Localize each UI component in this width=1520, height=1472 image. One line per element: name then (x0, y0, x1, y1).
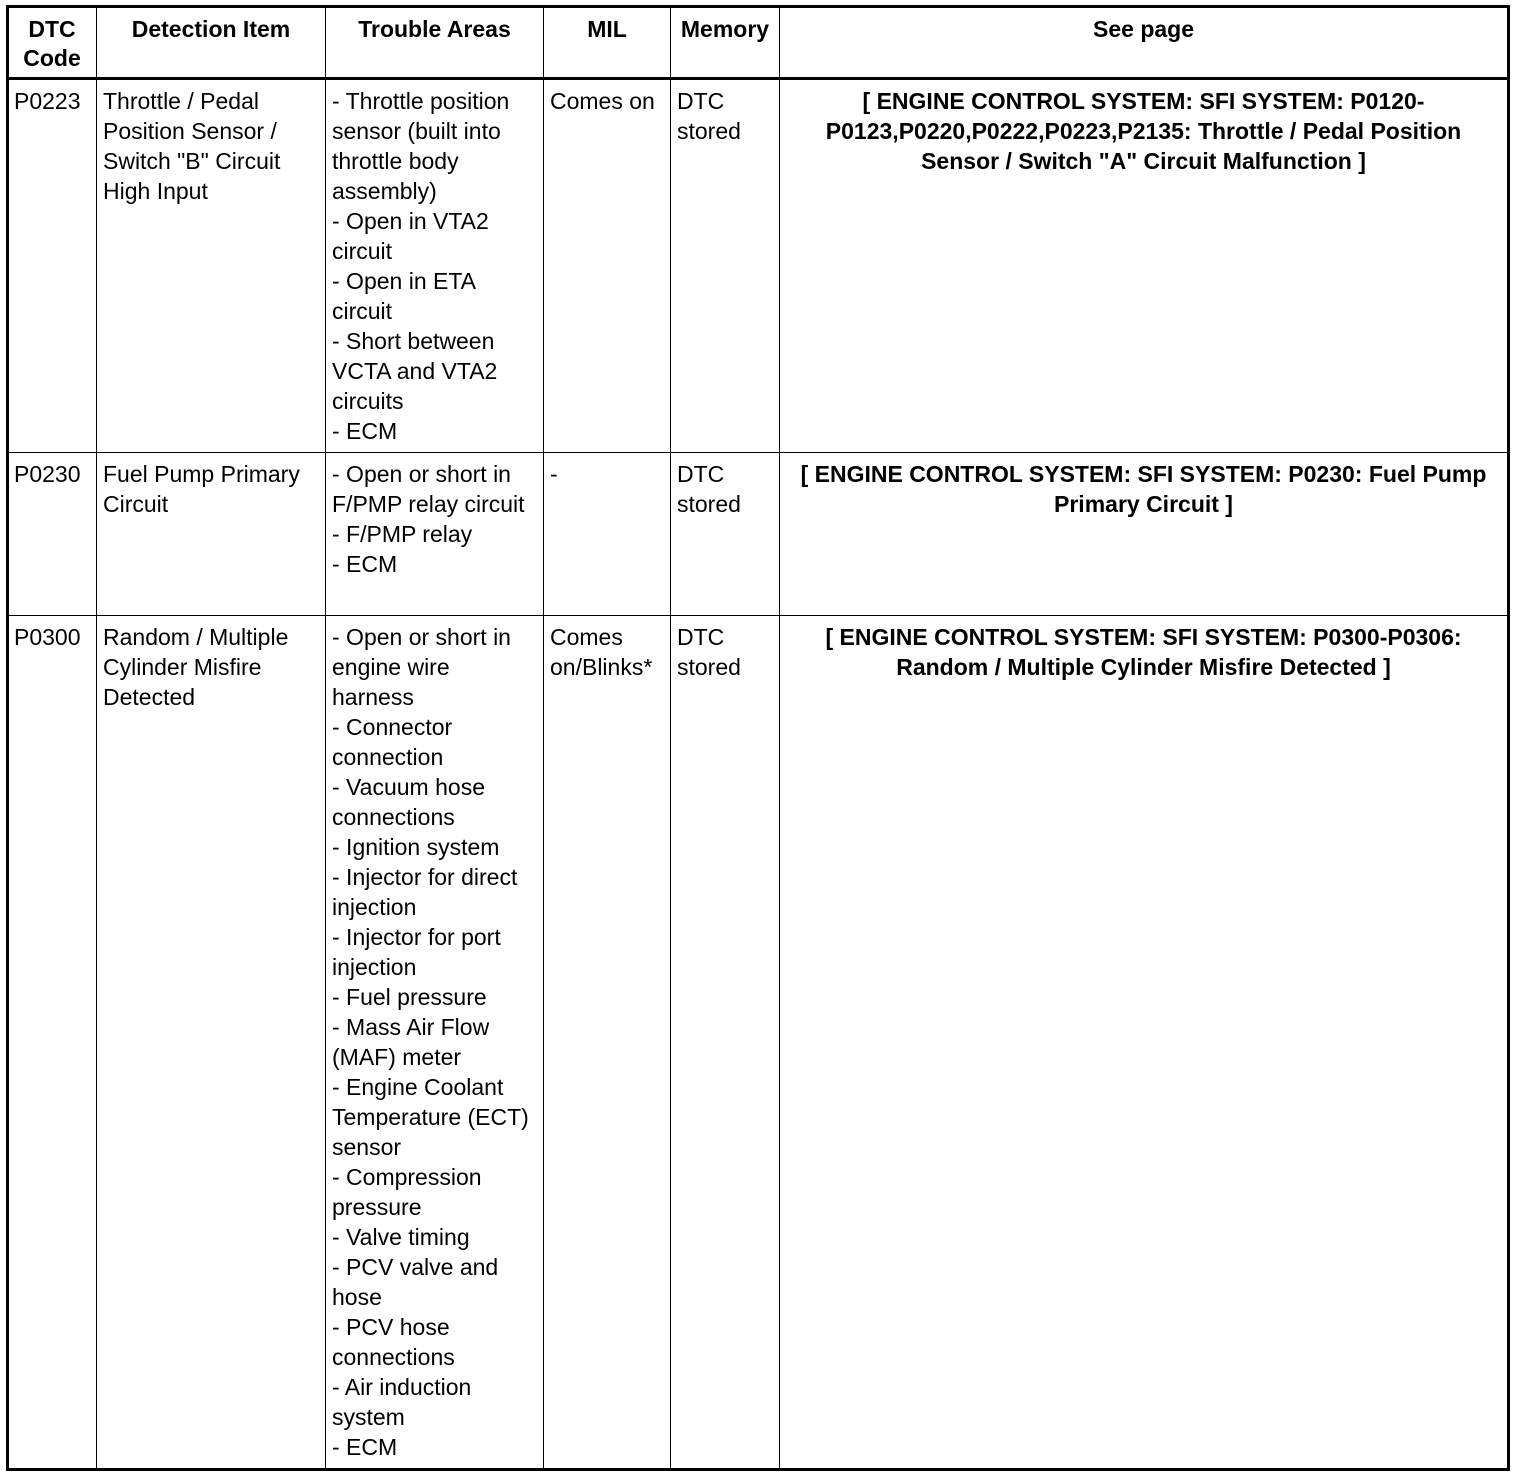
see-page-link[interactable]: [ ENGINE CONTROL SYSTEM: SFI SYSTEM: P0120-P0123,P0220,P0222,P0223,P2135: Throttle / Pedal Position Sensor / Switch "A" Circuit Malfunction ] (780, 79, 1508, 453)
trouble-area-item: - Short between VCTA and VTA2 circuits (332, 328, 498, 414)
trouble-area-item: - Vacuum hose connections (332, 774, 485, 830)
trouble-area-item: - Open or short in engine wire harness (332, 624, 511, 710)
trouble-area-item: - Engine Coolant Temperature (ECT) sensor (332, 1074, 529, 1160)
memory-cell: DTC stored (671, 616, 780, 1469)
table-header-row (8, 7, 1508, 79)
mil-cell: - (544, 453, 671, 616)
trouble-area-item: - ECM (332, 551, 398, 577)
header-dtc-code-line2: Code (23, 45, 81, 71)
header-detection-item: Detection Item (97, 7, 326, 79)
header-trouble-areas: Trouble Areas (326, 7, 544, 79)
trouble-area-item: - Connector connection (332, 714, 453, 770)
memory-cell: DTC stored (671, 79, 780, 453)
detection-item-cell: Random / Multiple Cylinder Misfire Detected (97, 616, 326, 1469)
table-row (8, 453, 1508, 616)
trouble-area-item: - PCV hose connections (332, 1314, 455, 1370)
trouble-area-item: - Open in VTA2 circuit (332, 208, 489, 264)
header-memory: Memory (671, 7, 780, 79)
dtc-code-cell: P0230 (8, 453, 97, 616)
header-mil: MIL (544, 7, 671, 79)
see-page-link[interactable]: [ ENGINE CONTROL SYSTEM: SFI SYSTEM: P0230: Fuel Pump Primary Circuit ] (780, 453, 1508, 616)
trouble-area-item: - Mass Air Flow (MAF) meter (332, 1014, 490, 1070)
trouble-area-item: - Valve timing (332, 1224, 470, 1250)
header-dtc-code-line1: DTC (28, 16, 76, 42)
dtc-code-cell: P0300 (8, 616, 97, 1469)
trouble-area-item: - Open in ETA circuit (332, 268, 475, 324)
trouble-area-item: - F/PMP relay (332, 521, 473, 547)
trouble-area-item: - Throttle position sensor (built into throttle body assembly) (332, 88, 510, 204)
mil-cell: Comes on/Blinks* (544, 616, 671, 1469)
trouble-areas-cell (326, 79, 544, 453)
trouble-areas-cell (326, 453, 544, 616)
dtc-code-cell: P0223 (8, 79, 97, 453)
header-see-page: See page (780, 7, 1508, 79)
detection-item-cell: Fuel Pump Primary Circuit (97, 453, 326, 616)
trouble-area-item: - Compression pressure (332, 1164, 482, 1220)
mil-cell: Comes on (544, 79, 671, 453)
header-dtc-code (8, 7, 97, 79)
trouble-area-item: - Injector for direct injection (332, 864, 518, 920)
trouble-area-item: - PCV valve and hose (332, 1254, 499, 1310)
trouble-area-item: - ECM (332, 1434, 398, 1460)
memory-cell: DTC stored (671, 453, 780, 616)
table-row (8, 616, 1508, 1469)
trouble-area-item: - Open or short in F/PMP relay circuit (332, 461, 525, 517)
dtc-table (7, 6, 1508, 1469)
detection-item-cell: Throttle / Pedal Position Sensor / Switch "B" Circuit High Input (97, 79, 326, 453)
trouble-area-item: - ECM (332, 418, 398, 444)
trouble-area-item: - Air induction system (332, 1374, 472, 1430)
table-row (8, 79, 1508, 453)
trouble-area-item: - Injector for port injection (332, 924, 501, 980)
see-page-link[interactable]: [ ENGINE CONTROL SYSTEM: SFI SYSTEM: P0300-P0306: Random / Multiple Cylinder Misfire Detected ] (780, 616, 1508, 1469)
trouble-area-item: - Fuel pressure (332, 984, 487, 1010)
trouble-area-item: - Ignition system (332, 834, 500, 860)
trouble-areas-cell (326, 616, 544, 1469)
